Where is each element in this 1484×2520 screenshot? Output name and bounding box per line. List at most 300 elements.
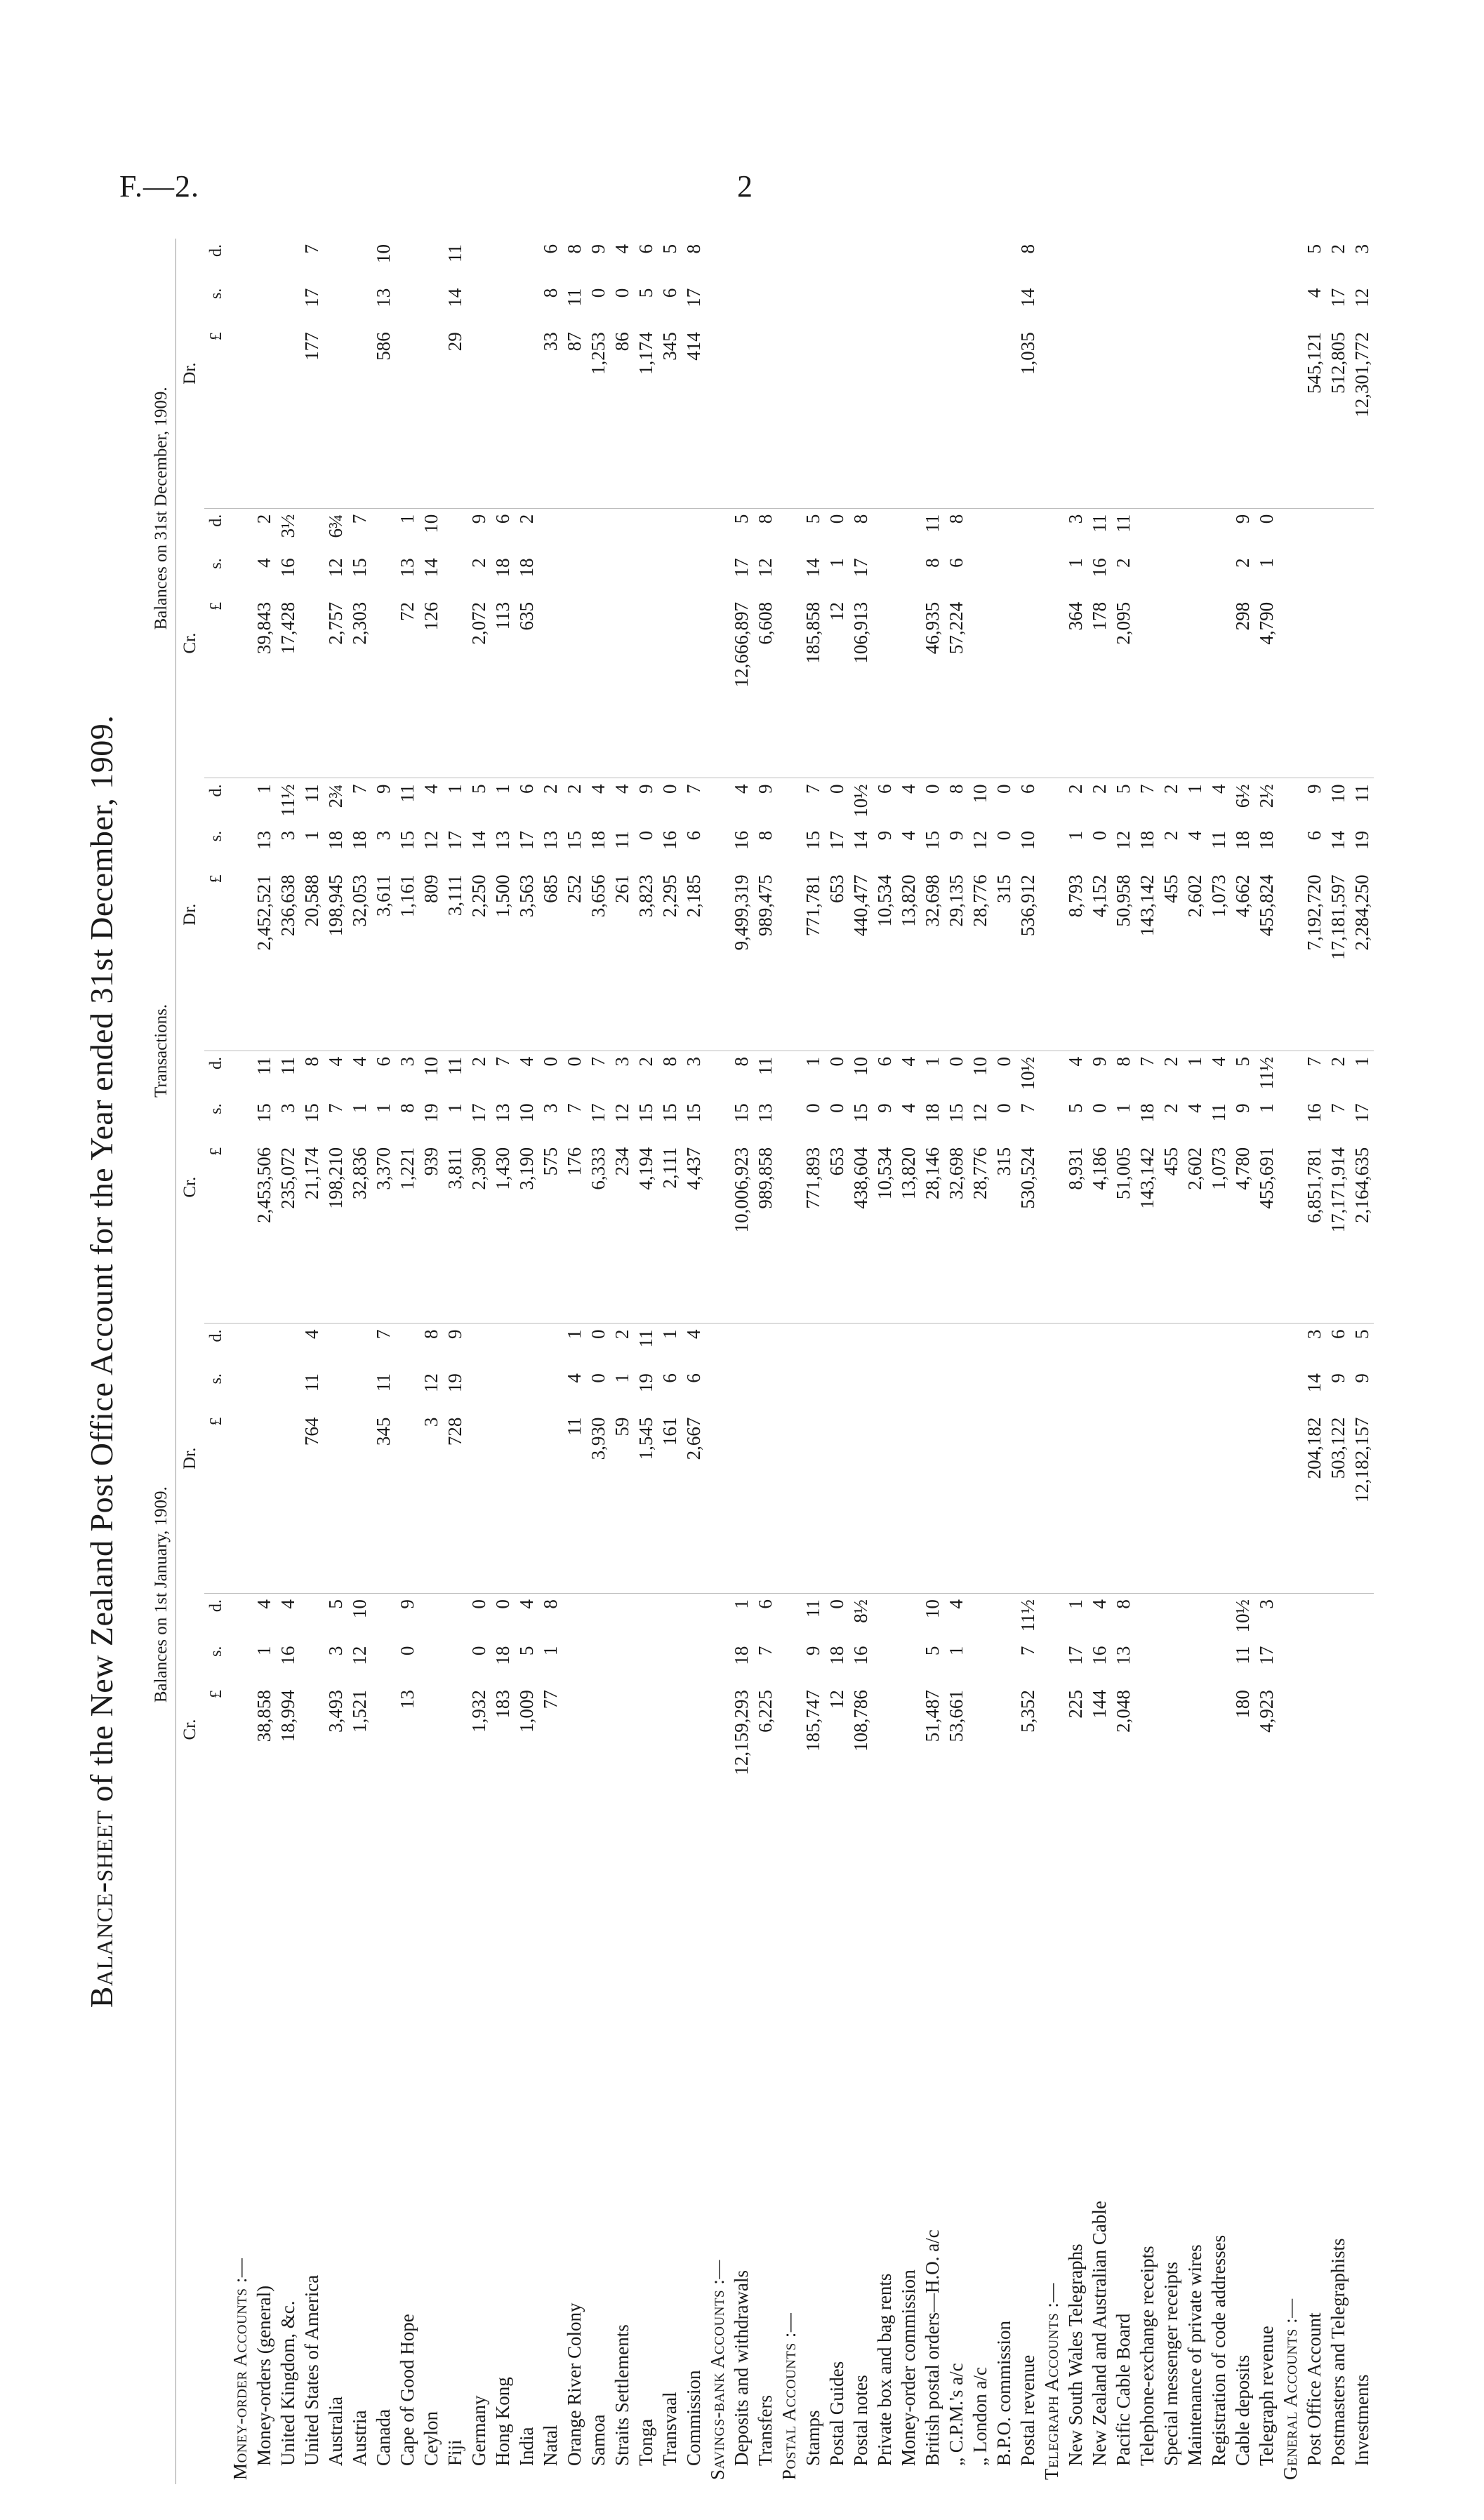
cell-pounds xyxy=(1040,1142,1064,1324)
cell-shillings xyxy=(1278,825,1302,869)
cell-shillings xyxy=(777,283,801,327)
cell-pounds xyxy=(324,326,347,508)
cell-shillings: 7 xyxy=(564,1103,585,1113)
cell-pence xyxy=(705,239,729,283)
cell-pence xyxy=(324,1324,347,1368)
cell-shillings: 1 xyxy=(1065,558,1086,568)
cell-shillings xyxy=(1207,1641,1231,1685)
cell-pence: 4 xyxy=(252,1594,276,1641)
cell-pounds xyxy=(371,596,395,778)
cell-pence: 8 xyxy=(419,1324,443,1368)
cell-shillings xyxy=(1231,283,1254,327)
cell-shillings: 14 xyxy=(468,830,489,850)
account-label: Transvaal xyxy=(659,2392,680,2466)
cell-shillings: 17 xyxy=(850,558,871,578)
cell-pence: 6 xyxy=(491,508,515,552)
cell-shillings xyxy=(729,1368,753,1412)
cell-pence xyxy=(515,1324,538,1368)
cell-pounds xyxy=(1183,326,1207,508)
cell-pounds xyxy=(968,326,992,508)
cell-pence xyxy=(562,1594,586,1641)
cell-pence xyxy=(228,1051,252,1098)
cell-pence xyxy=(777,239,801,283)
cell-pounds xyxy=(300,1684,324,1865)
cell-shillings: 17 xyxy=(516,830,537,850)
cell-pence: 11 xyxy=(1111,508,1135,552)
table-row xyxy=(371,239,395,2484)
cell-pence: 3 xyxy=(610,1051,634,1098)
cell-pounds xyxy=(467,1412,491,1594)
section-heading: General Accounts :— xyxy=(1280,2298,1301,2480)
cell-pounds xyxy=(729,1412,753,1594)
cell-pence xyxy=(634,1594,658,1641)
cell-pence xyxy=(1111,239,1135,283)
cell-pence: 4 xyxy=(944,1594,968,1641)
cell-pence: 4 xyxy=(1087,1594,1111,1641)
closing-balances-header: Balances on 31st December, 1909. xyxy=(147,239,176,778)
account-label: Canada xyxy=(373,2409,394,2466)
cell-shillings: 3 xyxy=(373,830,394,841)
cell-pence xyxy=(753,239,777,283)
cell-shillings xyxy=(1135,283,1159,327)
cell-shillings: 8 xyxy=(922,558,943,568)
cell-pence xyxy=(1278,778,1302,825)
cell-pounds: 17,181,597 xyxy=(1327,874,1349,960)
cell-shillings: 17 xyxy=(1256,1646,1277,1665)
table-row xyxy=(1207,239,1231,2484)
cell-pounds: 3,823 xyxy=(635,874,656,918)
cell-shillings xyxy=(1040,283,1064,327)
cell-shillings xyxy=(1254,1368,1278,1412)
cell-pence xyxy=(992,239,1016,283)
cell-pence: 2 xyxy=(1326,1051,1350,1098)
table-row xyxy=(252,239,276,2484)
cell-pounds: 1,932 xyxy=(468,1690,489,1733)
cell-pence xyxy=(562,508,586,552)
account-label: Ceylon xyxy=(420,2411,442,2466)
cell-pence xyxy=(371,508,395,552)
cell-shillings: 16 xyxy=(1089,1646,1110,1665)
cell-pounds: 39,843 xyxy=(253,601,274,655)
cell-pence: 7 xyxy=(1135,778,1159,825)
cell-pounds xyxy=(228,596,252,778)
table-row xyxy=(1016,239,1040,2484)
cell-pence: 6½ xyxy=(1231,778,1254,825)
cell-pence xyxy=(276,1324,300,1368)
cell-pence xyxy=(1278,1594,1302,1641)
cell-pounds xyxy=(1111,1412,1135,1594)
cell-pence xyxy=(849,239,873,283)
cell-pence: 2 xyxy=(538,778,562,825)
cell-pounds xyxy=(419,1684,443,1865)
cell-shillings xyxy=(705,1368,729,1412)
account-label: Telegraph revenue xyxy=(1256,2326,1277,2466)
cell-pence: 11 xyxy=(801,1594,825,1641)
cell-pounds xyxy=(491,1412,515,1594)
cell-shillings xyxy=(538,1368,562,1412)
cell-shillings xyxy=(347,283,371,327)
cell-pence xyxy=(658,1594,682,1641)
cell-pounds: 225 xyxy=(1065,1690,1086,1719)
cell-shillings xyxy=(682,552,705,596)
cell-shillings: 13 xyxy=(373,288,394,307)
cell-shillings: 4 xyxy=(1184,1103,1205,1113)
cell-shillings: 0 xyxy=(993,830,1014,841)
account-label: Orange River Colony xyxy=(564,2302,585,2466)
cell-shillings xyxy=(1040,825,1064,869)
cell-shillings xyxy=(944,283,968,327)
cell-pounds: 144 xyxy=(1089,1690,1110,1719)
cell-shillings xyxy=(347,1368,371,1412)
cell-shillings xyxy=(1350,1641,1374,1685)
rotated-balance-sheet xyxy=(70,239,1404,2484)
cell-shillings xyxy=(1207,552,1231,596)
table-row xyxy=(276,239,300,2484)
cell-shillings: 7 xyxy=(755,1646,776,1656)
cell-pence xyxy=(347,1324,371,1368)
cell-shillings xyxy=(1302,1641,1326,1685)
cell-pounds xyxy=(324,1412,347,1594)
cell-pounds: 18,994 xyxy=(277,1690,298,1742)
table-row xyxy=(1111,239,1135,2484)
cell-pence: 2½ xyxy=(1254,778,1278,825)
cell-shillings xyxy=(252,1368,276,1412)
cell-pence xyxy=(1087,239,1111,283)
cell-pounds xyxy=(1278,596,1302,778)
cell-pence: 1 xyxy=(562,1324,586,1368)
cell-pounds xyxy=(443,596,467,778)
cell-pence: 8½ xyxy=(849,1594,873,1641)
cell-shillings: 1 xyxy=(1256,558,1277,568)
cell-shillings: 15 xyxy=(397,830,418,850)
cell-pence xyxy=(705,778,729,825)
cell-pence: 7 xyxy=(371,1324,395,1368)
account-label: Postmasters and Telegraphists xyxy=(1327,2238,1349,2466)
cell-shillings: 3 xyxy=(540,1103,561,1113)
cell-pounds: 989,858 xyxy=(755,1147,776,1209)
cell-pounds: 2,390 xyxy=(468,1147,489,1190)
cell-pence: 2 xyxy=(1327,244,1349,254)
cell-pence: 0 xyxy=(1254,508,1278,552)
cell-pence: 6 xyxy=(515,778,538,825)
table-row xyxy=(873,239,896,2484)
cell-pounds xyxy=(873,596,896,778)
cell-pounds: 1,430 xyxy=(492,1147,513,1190)
cell-pence: 0 xyxy=(586,1324,610,1368)
cell-pence: 10½ xyxy=(1231,1594,1254,1641)
cell-pence: 0 xyxy=(825,1051,849,1098)
cell-pounds: 235,072 xyxy=(277,1147,298,1209)
cell-shillings: 8 xyxy=(397,1103,418,1113)
cell-shillings xyxy=(228,825,252,869)
cell-shillings: 15 xyxy=(659,1103,680,1123)
cell-pounds: 2,295 xyxy=(659,874,680,918)
cell-pence: 6 xyxy=(753,1594,777,1641)
account-label: Money-order commission xyxy=(898,2269,919,2466)
cell-shillings: 12 xyxy=(420,830,442,850)
cell-pounds xyxy=(753,1412,777,1594)
cell-pounds xyxy=(1159,596,1183,778)
cell-pounds xyxy=(729,326,753,508)
cell-pounds xyxy=(1040,596,1064,778)
cell-pence xyxy=(825,1324,849,1368)
cell-pence: 6 xyxy=(873,778,896,825)
cell-pence xyxy=(729,239,753,283)
cell-pounds xyxy=(1064,1412,1087,1594)
cell-pence xyxy=(896,1594,920,1641)
table-row xyxy=(920,239,944,2484)
cell-pounds xyxy=(515,1412,538,1594)
cell-pounds: 32,053 xyxy=(349,874,370,927)
cell-pence xyxy=(228,239,252,283)
cell-shillings xyxy=(228,552,252,596)
cell-shillings xyxy=(944,1368,968,1412)
cell-pence xyxy=(1040,778,1064,825)
cell-shillings: 14 xyxy=(1304,1373,1325,1393)
cell-shillings: 14 xyxy=(802,558,823,578)
cell-pence: 0 xyxy=(992,778,1016,825)
cell-pounds xyxy=(992,326,1016,508)
cell-shillings xyxy=(920,283,944,327)
cell-pounds xyxy=(276,1412,300,1594)
cell-pounds: 10,006,923 xyxy=(731,1147,752,1233)
cell-pence: 7 xyxy=(347,778,371,825)
cell-shillings xyxy=(1135,1641,1159,1685)
cell-pence xyxy=(777,1594,801,1641)
cell-pounds: 161 xyxy=(659,1417,680,1446)
cell-pounds xyxy=(562,596,586,778)
cell-pounds: 29 xyxy=(444,332,465,352)
cell-pence: 0 xyxy=(467,1594,491,1641)
cell-pence xyxy=(1183,508,1207,552)
cell-pence xyxy=(1016,508,1040,552)
cell-pounds: 1,161 xyxy=(397,874,418,918)
account-label: Samoa xyxy=(588,2414,609,2466)
cell-shillings xyxy=(873,1368,896,1412)
cell-shillings xyxy=(849,283,873,327)
cell-shillings: 12 xyxy=(969,1103,991,1123)
cell-shillings: 15 xyxy=(802,830,823,850)
cell-pounds xyxy=(634,1684,658,1865)
unit-shilling: s. xyxy=(207,288,225,300)
cell-shillings xyxy=(1326,1641,1350,1685)
cell-pounds: 438,604 xyxy=(850,1147,871,1209)
cell-shillings: 0 xyxy=(802,1103,823,1113)
table-row xyxy=(1087,239,1111,2484)
cell-pence: 4 xyxy=(682,1324,705,1368)
cell-shillings xyxy=(658,552,682,596)
cell-pence: 0 xyxy=(562,1051,586,1098)
account-label: British postal orders—H.O. a/c xyxy=(922,2229,943,2466)
cell-shillings: 17 xyxy=(731,558,752,578)
cell-pounds xyxy=(252,1412,276,1594)
cell-shillings: 8 xyxy=(755,830,776,841)
cell-shillings xyxy=(562,1641,586,1685)
cell-shillings xyxy=(395,1368,419,1412)
cell-pence: 6 xyxy=(873,1051,896,1098)
cell-pounds: 4,662 xyxy=(1232,874,1253,918)
account-label: Tonga xyxy=(635,2418,656,2466)
cell-pence xyxy=(777,508,801,552)
cell-pence xyxy=(1326,508,1350,552)
cell-shillings xyxy=(968,1641,992,1685)
cell-shillings: 9 xyxy=(946,830,967,841)
cell-shillings: 16 xyxy=(850,1646,871,1665)
sheet-title-prefix: Balance-sheet xyxy=(84,1810,119,2008)
cell-shillings: 17 xyxy=(1327,288,1349,307)
account-label: Austria xyxy=(349,2410,370,2466)
cell-shillings: 3 xyxy=(277,1103,298,1113)
table-row xyxy=(1254,239,1278,2484)
cell-shillings xyxy=(634,552,658,596)
cell-pounds: 455,824 xyxy=(1256,874,1277,937)
cell-pounds xyxy=(1326,596,1350,778)
cell-pounds xyxy=(777,1684,801,1865)
cell-pounds xyxy=(705,1684,729,1865)
cell-shillings: 1 xyxy=(1113,1103,1134,1113)
cell-pence: 9 xyxy=(371,778,395,825)
cell-shillings: 16 xyxy=(659,830,680,850)
cell-pence xyxy=(777,778,801,825)
cell-pence: 4 xyxy=(419,778,443,825)
cell-pence: 4 xyxy=(276,1594,300,1641)
cell-pounds: 414 xyxy=(683,332,704,361)
cell-pence xyxy=(920,1324,944,1368)
cell-pence: 1 xyxy=(1350,1051,1374,1098)
cell-pounds: 575 xyxy=(540,1147,561,1176)
cell-pence: 1 xyxy=(658,1324,682,1368)
account-label: B.P.O. commission xyxy=(993,2320,1014,2466)
cell-pounds: 21,174 xyxy=(301,1147,322,1200)
cell-shillings xyxy=(586,1641,610,1685)
cell-pounds xyxy=(538,596,562,778)
cell-shillings: 12 xyxy=(420,1373,442,1393)
cell-pence xyxy=(1159,1594,1183,1641)
sheet-title xyxy=(70,239,133,2484)
cell-pounds: 13,820 xyxy=(898,874,919,927)
cell-pounds: 20,588 xyxy=(301,874,322,927)
cell-pounds: 12 xyxy=(826,1690,847,1709)
cell-pounds xyxy=(896,596,920,778)
cell-pounds: 3,370 xyxy=(373,1147,394,1190)
cell-shillings: 18 xyxy=(349,830,370,850)
unit-pence: d. xyxy=(204,1051,228,1098)
cell-shillings xyxy=(873,283,896,327)
cell-pounds: 1,009 xyxy=(516,1690,537,1733)
cell-shillings xyxy=(1159,1641,1183,1685)
cell-pence: 9 xyxy=(395,1594,419,1641)
cell-pounds: 4,194 xyxy=(635,1147,656,1190)
cell-shillings: 17 xyxy=(588,1103,609,1123)
cell-shillings xyxy=(1183,1368,1207,1412)
cell-pence: 8 xyxy=(753,508,777,552)
table-row xyxy=(1302,239,1326,2484)
table-row xyxy=(849,239,873,2484)
table-row xyxy=(610,239,634,2484)
cell-pounds xyxy=(1183,596,1207,778)
cell-pence xyxy=(1183,1594,1207,1641)
cell-pence xyxy=(1183,239,1207,283)
cell-pence xyxy=(896,508,920,552)
cell-pounds xyxy=(1135,326,1159,508)
cell-pounds xyxy=(228,326,252,508)
cell-pounds: 1,253 xyxy=(588,332,609,375)
account-label: Deposits and withdrawals xyxy=(731,2270,752,2466)
cell-pence xyxy=(491,1324,515,1368)
unit-pence: d. xyxy=(204,1594,228,1641)
cell-shillings: 16 xyxy=(1304,1103,1325,1123)
cell-pence: 4 xyxy=(610,778,634,825)
section-row xyxy=(1278,239,1302,2484)
cell-pence xyxy=(228,508,252,552)
cell-pence xyxy=(1159,239,1183,283)
cell-pence: 8 xyxy=(658,1051,682,1098)
cell-pence: 5 xyxy=(1111,778,1135,825)
cell-shillings xyxy=(1183,1641,1207,1685)
cell-pounds: 8,931 xyxy=(1065,1147,1086,1190)
table-row xyxy=(825,239,849,2484)
cell-shillings: 1 xyxy=(826,558,847,568)
cell-shillings xyxy=(777,552,801,596)
cell-shillings xyxy=(1278,1368,1302,1412)
cell-pence xyxy=(705,1051,729,1098)
cell-shillings: 0 xyxy=(611,288,632,298)
cell-shillings: 15 xyxy=(922,830,943,850)
cell-pounds: 185,858 xyxy=(802,601,823,664)
cell-pence: 5 xyxy=(1350,1324,1374,1368)
cell-pounds xyxy=(1207,1412,1231,1594)
cell-shillings: 15 xyxy=(349,558,370,578)
cell-shillings: 3 xyxy=(277,830,298,841)
cell-shillings: 0 xyxy=(1089,1103,1110,1113)
cell-shillings: 1 xyxy=(373,1103,394,1113)
cell-pence xyxy=(873,1594,896,1641)
cell-shillings: 11 xyxy=(373,1373,394,1392)
cell-pounds xyxy=(347,1412,371,1594)
sheet-title-rest: of the New Zealand Post Office Account for the Year ended 31st December, 1909. xyxy=(84,714,119,1811)
cell-pence: 11 xyxy=(276,1051,300,1098)
cell-pence xyxy=(1183,1324,1207,1368)
cell-pence xyxy=(443,1594,467,1641)
cell-shillings xyxy=(729,283,753,327)
cell-pounds xyxy=(1350,1684,1374,1865)
cell-shillings xyxy=(276,1368,300,1412)
cell-shillings: 17 xyxy=(468,1103,489,1123)
cell-shillings xyxy=(634,1641,658,1685)
cell-shillings xyxy=(801,1368,825,1412)
cell-pence: 10 xyxy=(373,244,394,263)
cell-shillings xyxy=(610,1641,634,1685)
cell-shillings: 2 xyxy=(1113,558,1134,568)
cell-pence: 10 xyxy=(968,778,992,825)
cell-pounds: 198,945 xyxy=(325,874,346,937)
cell-shillings xyxy=(1040,1098,1064,1142)
cell-pence xyxy=(896,239,920,283)
cell-pounds xyxy=(825,1412,849,1594)
cell-shillings: 12 xyxy=(969,830,991,850)
cell-shillings xyxy=(1040,552,1064,596)
cell-pence: 7 xyxy=(801,778,825,825)
cell-pence: 1 xyxy=(1183,778,1207,825)
cell-pence: 2 xyxy=(610,1324,634,1368)
account-label: Postal revenue xyxy=(1017,2354,1038,2466)
cell-pence xyxy=(1254,1324,1278,1368)
account-label: United States of America xyxy=(301,2274,322,2466)
cell-pence xyxy=(1111,1324,1135,1368)
cell-pounds xyxy=(1278,1684,1302,1865)
table-row xyxy=(753,239,777,2484)
cell-pounds: 3,811 xyxy=(444,1147,465,1189)
